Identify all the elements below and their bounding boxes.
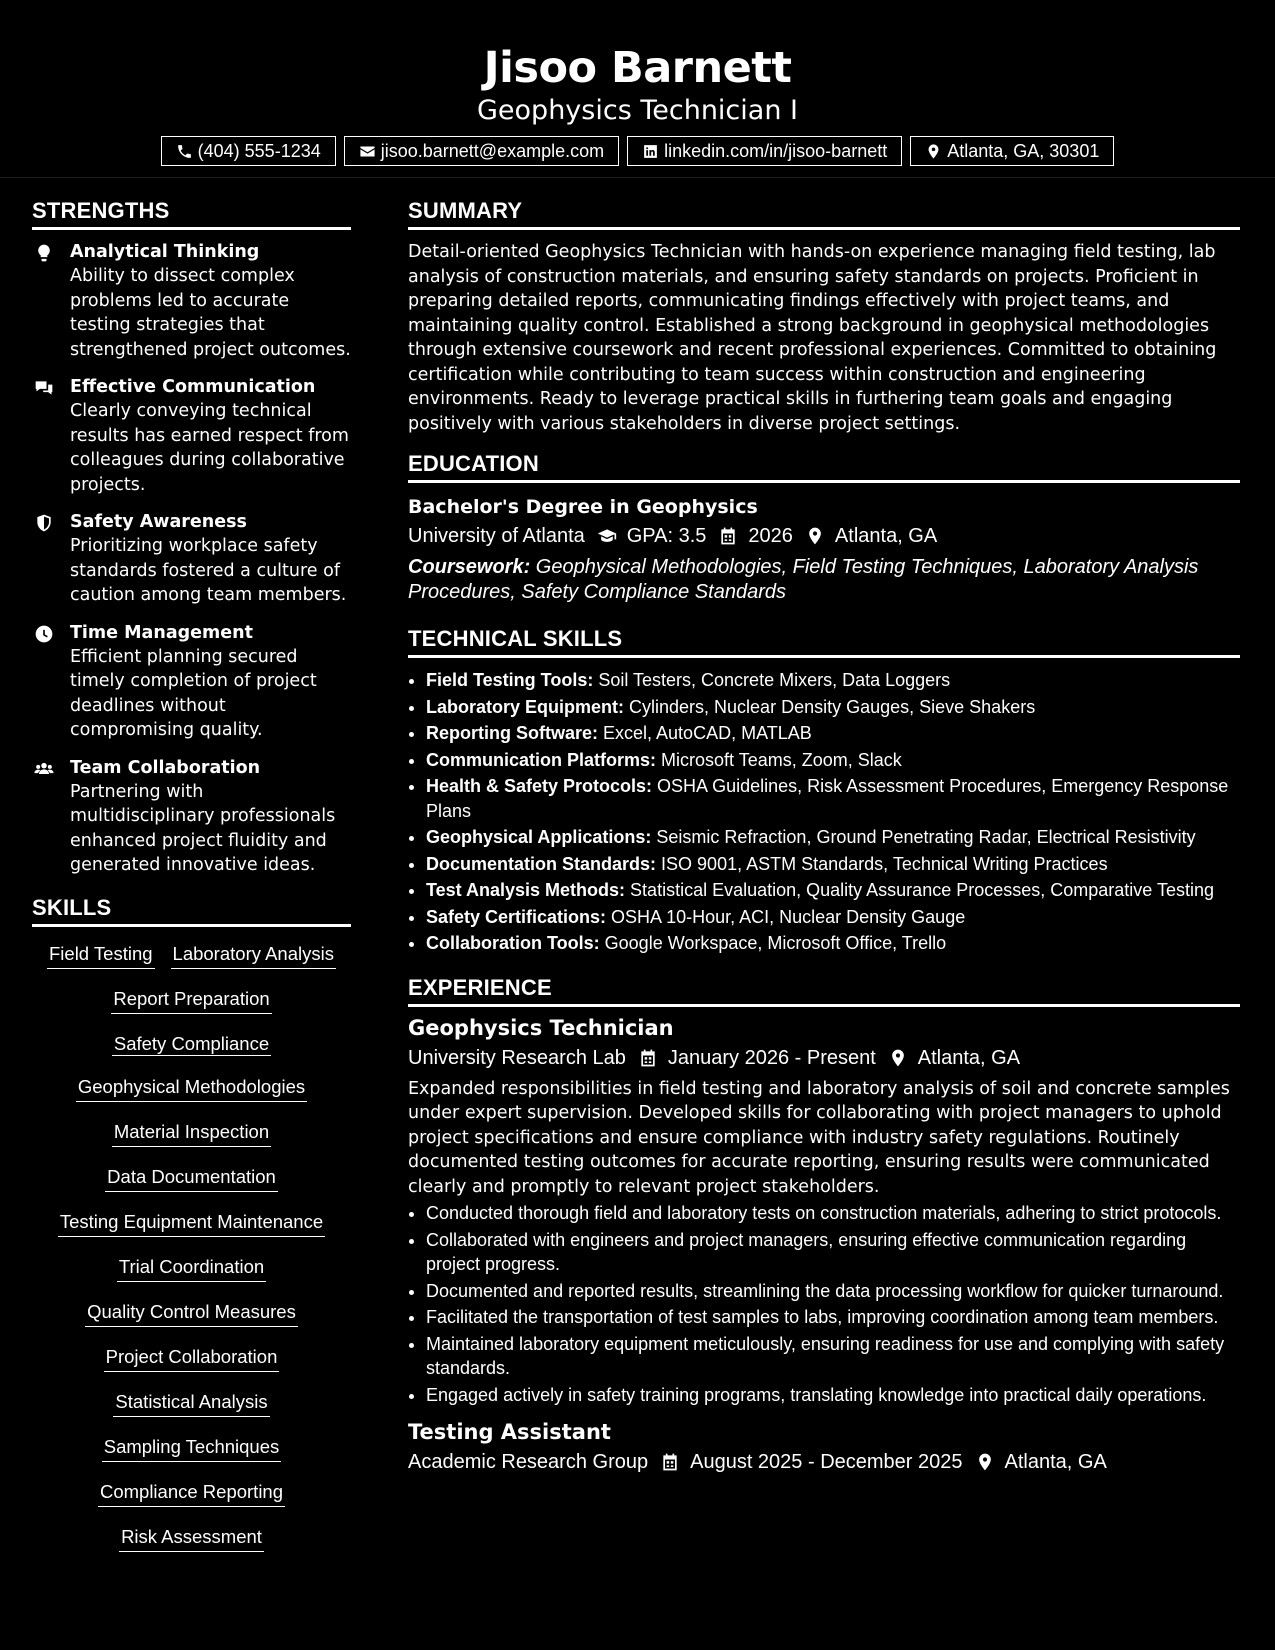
tech-skill-label: Health & Safety Protocols: [426, 776, 653, 796]
clock-icon [34, 624, 54, 644]
envelope-icon [359, 143, 376, 160]
comments-icon [34, 378, 54, 398]
map-pin-icon [975, 1452, 995, 1472]
tech-skill-item [426, 721, 1240, 746]
job-title: Geophysics Technician [408, 1015, 674, 1040]
job-meta [408, 1043, 1240, 1073]
email-text: jisoo.barnett@example.com [380, 141, 605, 161]
tech-skill-value: Microsoft Teams, Zoom, Slack [656, 749, 902, 770]
job-meta [408, 1447, 1240, 1477]
strength-desc: Partnering with multidisciplinary professionals enhanced project fluidity and generated innovative ideas. [70, 781, 336, 875]
tech-skill-item [426, 774, 1240, 823]
skill-tag: Data Documentation [105, 1164, 278, 1192]
tech-skill-item [426, 931, 1240, 956]
email-chip[interactable] [344, 136, 619, 166]
strengths-heading: STRENGTHS [32, 195, 351, 230]
strength-item [32, 375, 351, 497]
users-icon [34, 759, 54, 779]
degree-title: Bachelor's Degree in Geophysics [408, 496, 758, 518]
strength-item [32, 240, 351, 362]
tech-skill-item [426, 748, 1240, 773]
tech-skill-label: Documentation Standards: [426, 853, 657, 874]
education-meta [408, 521, 1240, 551]
job-description: Expanded responsibilities in field testing and laboratory analysis of soil and concrete samples under expert supervision. Developed skills for collaborating with project managers to uphold project specifications and ensure compliance with industry safety regulations. Routinely documented testing outcomes for accurate reporting, ensuring results were communicated clearly and promptly to relevant project stakeholders. [408, 1078, 1230, 1197]
job-location: Atlanta, GA [917, 1046, 1021, 1069]
job-dates: January 2026 - Present [667, 1046, 876, 1069]
skills-list [32, 941, 351, 1569]
strength-title: Effective Communication [70, 377, 316, 397]
phone-icon [176, 143, 193, 160]
tech-skill-label: Laboratory Equipment: [426, 696, 625, 717]
tech-skill-item [426, 825, 1240, 850]
job-entry [408, 1417, 1240, 1477]
skill-tag: Sampling Techniques [102, 1434, 282, 1462]
skill-tag: Report Preparation [111, 986, 271, 1014]
shield-icon [34, 513, 54, 533]
tech-skill-label: Communication Platforms: [426, 749, 657, 770]
skill-tag [32, 1031, 351, 1057]
job-location: Atlanta, GA [1004, 1451, 1107, 1473]
tech-skill-item [426, 878, 1240, 903]
lightbulb-icon [34, 243, 54, 263]
tech-skill-item [426, 905, 1240, 930]
tech-skill-value: Excel, AutoCAD, MATLAB [598, 723, 812, 743]
tech-skill-label: Collaboration Tools: [426, 933, 600, 953]
linkedin-chip[interactable] [627, 136, 902, 166]
graduation-cap-icon [597, 526, 617, 546]
job-bullet: • Documented and reported results, streamlining the data processing workflow for quicker turnaround. [426, 1279, 1240, 1304]
summary-text: Detail-oriented Geophysics Technician with hands-on experience managing field testing, lab analysis of construction materials, and ensuring safety standards on projects. Proficient in preparing detailed reports, communicating findings effectively with project teams, and maintaining quality control. Established a strong background in geophysical methodologies through extensive coursework and recent professional experiences. Committed to obtaining certification while contributing to team success within construction and engineering environments. Ready to leverage practical skills in furthering team goals and engaging positively with various stakeholders in diverse project settings. [408, 242, 1217, 434]
job-org: University Research Lab [408, 1046, 626, 1069]
strength-item [32, 621, 351, 743]
tech-skill-label: Reporting Software: [426, 723, 599, 743]
technical-skills-list [408, 668, 1240, 956]
tech-skill-label: Geophysical Applications: [426, 827, 652, 847]
location-chip[interactable] [910, 136, 1114, 166]
skill-tag: Quality Control Measures [85, 1299, 298, 1327]
calendar-icon [638, 1048, 658, 1068]
skills-heading: SKILLS [32, 892, 351, 927]
education-heading: EDUCATION [408, 448, 1240, 483]
job-dates: August 2025 - December 2025 [690, 1451, 963, 1473]
linkedin-text: linkedin.com/in/jisoo-barnett [664, 141, 888, 161]
map-pin-icon [805, 526, 825, 546]
skill-tag-text: Safety Compliance [113, 1032, 270, 1054]
job-bullet: • Maintained laboratory equipment meticulously, ensuring readiness for use and complying with safety standards. [426, 1332, 1240, 1381]
strength-title: Analytical Thinking [70, 242, 260, 262]
gpa-text: GPA: 3.5 [626, 525, 707, 547]
education-location: Atlanta, GA [834, 525, 938, 547]
skill-tag: Compliance Reporting [98, 1479, 285, 1507]
skill-tag: Statistical Analysis [113, 1389, 269, 1417]
job-entry [408, 1013, 1240, 1408]
left-column [32, 195, 351, 1569]
tech-skill-value: ISO 9001, ASTM Standards, Technical Writing Practices [656, 853, 1108, 874]
job-bullet: • Engaged actively in safety training programs, translating knowledge into practical daily operations. [426, 1383, 1240, 1408]
phone-text: (404) 555-1234 [197, 141, 321, 161]
job-bullets [408, 1201, 1240, 1407]
tech-skill-item [426, 668, 1240, 693]
skill-tag: Field Testing [47, 941, 155, 969]
skill-tag: Geophysical Methodologies [76, 1074, 307, 1102]
tech-skill-item [426, 852, 1240, 877]
school-name: University of Atlanta [408, 525, 585, 547]
tech-skill-value: OSHA Guidelines, Risk Assessment Procedures, Emergency Response Plans [426, 776, 1229, 821]
strength-title: Team Collaboration [70, 757, 261, 778]
job-bullet: • Facilitated the transportation of test samples to labs, improving coordination among team members. [426, 1305, 1240, 1330]
strength-item [32, 756, 351, 878]
skill-tag: Testing Equipment Maintenance [58, 1209, 325, 1237]
strength-desc: Efficient planning secured timely completion of project deadlines without compromising quality. [70, 646, 317, 740]
tech-skill-item [426, 695, 1240, 720]
coursework [408, 555, 1240, 605]
graduation-year: 2026 [748, 525, 793, 547]
experience-heading: EXPERIENCE [408, 972, 1240, 1007]
tech-skill-value: Google Workspace, Microsoft Office, Trello [599, 933, 947, 953]
linkedin-icon [642, 143, 659, 160]
coursework-text: Geophysical Methodologies, Field Testing Techniques, Laboratory Analysis Procedures, Safety Compliance Standards [408, 556, 1199, 603]
skill-tag: Material Inspection [112, 1119, 271, 1147]
strength-item [32, 510, 351, 608]
tech-skill-label: Field Testing Tools: [426, 670, 594, 690]
tech-skill-value: Seismic Refraction, Ground Penetrating Radar, Electrical Resistivity [651, 827, 1196, 847]
map-pin-icon [925, 143, 942, 160]
calendar-icon [660, 1452, 680, 1472]
coursework-label: Coursework: [408, 556, 531, 578]
job-title: Testing Assistant [408, 1420, 611, 1444]
strength-title: Safety Awareness [70, 512, 247, 532]
tech-skill-value: OSHA 10-Hour, ACI, Nuclear Density Gauge [606, 906, 966, 927]
candidate-name: Jisoo Barnett [483, 43, 792, 93]
technical-skills-heading: TECHNICAL SKILLS [408, 623, 1240, 658]
map-pin-icon [888, 1048, 908, 1068]
tech-skill-label: Test Analysis Methods: [426, 880, 626, 900]
location-text: Atlanta, GA, 30301 [947, 141, 1100, 161]
strength-desc: Prioritizing workplace safety standards fostered a culture of caution among team members. [70, 536, 347, 605]
strength-title: Time Management [70, 622, 253, 643]
contact-bar [0, 136, 1275, 166]
strength-desc: Clearly conveying technical results has earned respect from colleagues during collaborative projects. [70, 401, 349, 495]
summary-heading: SUMMARY [408, 195, 1240, 230]
job-org: Academic Research Group [408, 1451, 649, 1473]
skill-tag: Laboratory Analysis [171, 941, 336, 969]
phone-chip[interactable] [161, 136, 336, 166]
resume-header [0, 0, 1275, 178]
calendar-icon [718, 526, 738, 546]
tech-skill-value: Soil Testers, Concrete Mixers, Data Loggers [593, 670, 951, 690]
tech-skill-value: Cylinders, Nuclear Density Gauges, Sieve Shakers [624, 696, 1036, 717]
tech-skill-value: Statistical Evaluation, Quality Assurance Processes, Comparative Testing [625, 880, 1214, 900]
candidate-title: Geophysics Technician I [477, 95, 798, 126]
tech-skill-label: Safety Certifications: [426, 906, 607, 927]
skill-tag: Project Collaboration [104, 1344, 280, 1372]
job-bullet: • Collaborated with engineers and project managers, ensuring effective communication regarding project progress. [426, 1228, 1240, 1277]
skill-tag: Trial Coordination [117, 1254, 266, 1282]
skill-tag: Risk Assessment [119, 1524, 264, 1552]
right-column [408, 195, 1240, 1477]
strength-desc: Ability to dissect complex problems led to accurate testing strategies that strengthened project outcomes. [70, 266, 351, 360]
job-bullet: • Conducted thorough field and laboratory tests on construction materials, adhering to strict protocols. [426, 1201, 1240, 1226]
